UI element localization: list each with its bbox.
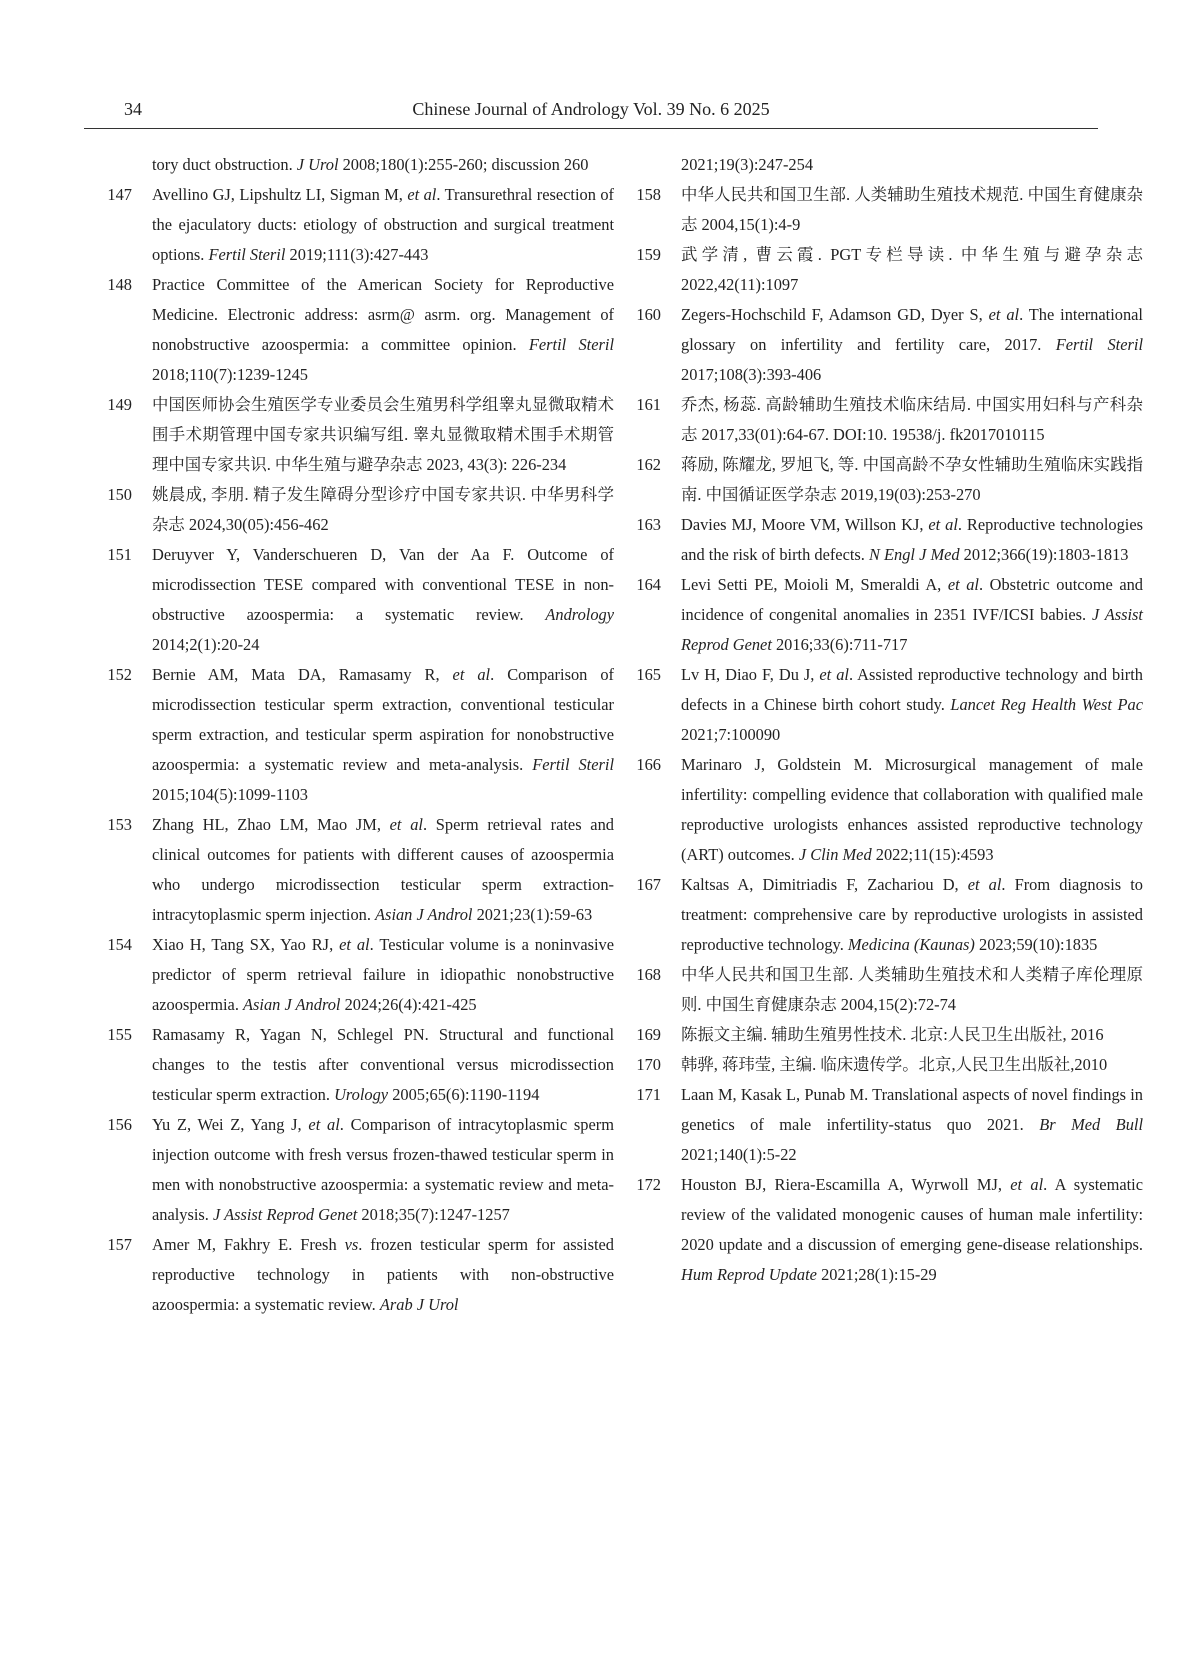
reference-number: 149 <box>107 395 132 414</box>
reference-text-segment: 2018;35(7):1247-1257 <box>357 1205 510 1224</box>
reference-text <box>681 240 1143 300</box>
reference-number: 150 <box>107 485 132 504</box>
reference-text <box>152 810 614 930</box>
reference-italic-text: Fertil Steril <box>1055 335 1143 354</box>
reference-item <box>84 270 614 390</box>
reference-number: 153 <box>107 815 132 834</box>
reference-text-segment: Yu Z, Wei Z, Yang J, <box>152 1115 309 1134</box>
reference-text-segment: 韩骅, 蒋玮莹, 主编. 临床遗传学。北京,人民卫生出版社,2010 <box>681 1055 1108 1074</box>
reference-text <box>681 450 1143 510</box>
reference-item <box>613 570 1143 660</box>
reference-text-segment: 中华人民共和国卫生部. 人类辅助生殖技术规范. 中国生育健康杂志 2004,15(1):4-9 <box>681 185 1143 234</box>
reference-text-segment: 2022;11(15):4593 <box>871 845 994 864</box>
reference-number: 165 <box>636 665 661 684</box>
reference-text <box>681 1020 1143 1050</box>
reference-number: 161 <box>636 395 661 414</box>
reference-text-segment: 2012;366(19):1803-1813 <box>959 545 1129 564</box>
reference-italic-text: vs <box>344 1235 359 1254</box>
reference-italic-text: et al <box>988 305 1020 324</box>
reference-text-segment: Practice Committee of the American Society for Reproductive Medicine. Electronic address: asrm@ asrm. org. Management of nonobstructive azoospermia: a committee opinion. <box>152 275 614 354</box>
reference-text-segment: 武学清, 曹云霞. PGT专栏导读. 中华生殖与避孕杂志 2022,42(11):1097 <box>681 245 1143 294</box>
reference-number: 158 <box>636 185 661 204</box>
reference-text <box>681 1080 1143 1170</box>
reference-text-segment: . Testicular volume is a noninvasive predictor of sperm retrieval failure in idiopathic nonobstructive azoospermia. <box>152 935 614 1014</box>
reference-item <box>84 1020 614 1110</box>
reference-text-segment: tory duct obstruction. <box>152 155 297 174</box>
reference-text-segment: 2016;33(6):711-717 <box>771 635 908 654</box>
reference-italic-text: J Clin Med <box>798 845 872 864</box>
reference-italic-text: et al <box>947 575 979 594</box>
reference-italic-text: Arab J Urol <box>379 1295 459 1314</box>
reference-text-segment: 2019;111(3):427-443 <box>285 245 429 264</box>
reference-number: 166 <box>636 755 661 774</box>
reference-item <box>613 390 1143 450</box>
reference-italic-text: J Assist Reprod Genet <box>213 1205 358 1224</box>
reference-text-segment: Xiao H, Tang SX, Yao RJ, <box>152 935 340 954</box>
reference-text-segment: 2008;180(1):255-260; discussion 260 <box>338 155 589 174</box>
reference-italic-text: Urology <box>334 1085 389 1104</box>
reference-item <box>84 390 614 480</box>
reference-text-segment: 2023;59(10):1835 <box>974 935 1098 954</box>
reference-number: 171 <box>636 1085 661 1104</box>
reference-number: 167 <box>636 875 661 894</box>
reference-italic-text: Fertil Steril <box>532 755 615 774</box>
reference-italic-text: Br Med Bull <box>1039 1115 1143 1134</box>
reference-text-segment: 陈振文主编. 辅助生殖男性技术. 北京:人民卫生出版社, 2016 <box>681 1025 1104 1044</box>
reference-text-segment: Ramasamy R, Yagan N, Schlegel PN. Structural and functional changes to the testis after conventional versus microdissection testicular sperm extraction. <box>152 1025 614 1104</box>
reference-text <box>681 510 1143 570</box>
reference-column-right <box>613 150 1143 1290</box>
reference-italic-text: et al <box>928 515 958 534</box>
reference-text-segment: Davies MJ, Moore VM, Willson KJ, <box>681 515 929 534</box>
reference-text-segment: Zhang HL, Zhao LM, Mao JM, <box>152 815 390 834</box>
reference-item <box>84 540 614 660</box>
reference-italic-text: et al <box>389 815 423 834</box>
reference-italic-text: et al <box>967 875 1002 894</box>
reference-text-segment: Zegers-Hochschild F, Adamson GD, Dyer S, <box>681 305 989 324</box>
reference-text-segment: . A systematic review of the validated monogenic causes of human male infertility: 2020 update and a discussion of emerging gene-disease relationships. <box>681 1175 1143 1254</box>
reference-item <box>613 750 1143 870</box>
reference-text <box>152 150 614 180</box>
reference-italic-text: Andrology <box>545 605 614 624</box>
reference-text-segment: Marinaro J, Goldstein M. Microsurgical management of male infertility: compelling evidence that collaboration with qualified male reproductive urologists enhances assisted reproductive technology (ART) outcomes. <box>681 755 1143 864</box>
reference-item <box>613 660 1143 750</box>
reference-text-segment: Levi Setti PE, Moioli M, Smeraldi A, <box>681 575 948 594</box>
reference-text <box>152 480 614 540</box>
reference-item <box>613 450 1143 510</box>
reference-text-segment: 乔杰, 杨蕊. 高龄辅助生殖技术临床结局. 中国实用妇科与产科杂志 2017,33(01):64-67. DOI:10. 19538/j. fk2017010115 <box>681 395 1143 444</box>
reference-text <box>681 300 1143 390</box>
reference-text-segment: . frozen testicular sperm for assisted reproductive technology in patients with non-obstructive azoospermia: a systematic review. <box>152 1235 614 1314</box>
reference-italic-text: Asian J Androl <box>243 995 341 1014</box>
reference-number: 152 <box>107 665 132 684</box>
reference-item <box>613 1050 1143 1080</box>
reference-text-segment: 2024;26(4):421-425 <box>340 995 477 1014</box>
reference-text-segment: 2021;23(1):59-63 <box>472 905 593 924</box>
reference-text <box>152 390 614 480</box>
reference-text-segment: 2005;65(6):1190-1194 <box>388 1085 540 1104</box>
reference-item <box>84 1110 614 1230</box>
reference-item <box>613 240 1143 300</box>
reference-text-segment: Kaltsas A, Dimitriadis F, Zachariou D, <box>681 875 968 894</box>
reference-item <box>613 1020 1143 1050</box>
reference-item <box>613 960 1143 1020</box>
reference-item <box>613 300 1143 390</box>
reference-text <box>152 270 614 390</box>
reference-item <box>613 870 1143 960</box>
reference-text <box>681 870 1143 960</box>
reference-text-segment: Deruyver Y, Vanderschueren D, Van der Aa F. Outcome of microdissection TESE compared with conventional TESE in non-obstructive azoospermia: a systematic review. <box>152 545 614 624</box>
reference-text-segment: . Comparison of intracytoplasmic sperm injection outcome with fresh versus frozen-thawed testicular sperm in men with nonobstructive azoospermia: a systematic review and meta-analysis. <box>152 1115 614 1224</box>
reference-italic-text: et al <box>339 935 370 954</box>
reference-text-segment: 2021;19(3):247-254 <box>681 155 814 174</box>
reference-italic-text: et al <box>407 185 437 204</box>
reference-text-segment: 中华人民共和国卫生部. 人类辅助生殖技术和人类精子库伦理原则. 中国生育健康杂志 2004,15(2):72-74 <box>681 965 1143 1014</box>
reference-number: 163 <box>636 515 661 534</box>
reference-item <box>613 150 1143 180</box>
reference-number: 154 <box>107 935 132 954</box>
reference-text <box>681 750 1143 870</box>
reference-column-left <box>84 150 614 1320</box>
page-header <box>84 99 1098 129</box>
reference-text-segment: . From diagnosis to treatment: comprehensive care by reproductive urologists in assisted reproductive technology. <box>681 875 1143 954</box>
reference-item <box>84 150 614 180</box>
reference-text-segment: Houston BJ, Riera-Escamilla A, Wyrwoll MJ, <box>681 1175 1011 1194</box>
reference-text <box>681 960 1143 1020</box>
reference-text-segment: Amer M, Fakhry E. Fresh <box>152 1235 345 1254</box>
reference-italic-text: Asian J Androl <box>375 905 473 924</box>
reference-text-segment: Lv H, Diao F, Du J, <box>681 665 820 684</box>
reference-text <box>152 540 614 660</box>
reference-text-segment: . Reproductive technologies and the risk of birth defects. <box>681 515 1143 564</box>
reference-number: 169 <box>636 1025 661 1044</box>
journal-title: Chinese Journal of Andrology Vol. 39 No. 6 2025 <box>412 99 770 119</box>
reference-item <box>84 930 614 1020</box>
reference-text <box>681 390 1143 450</box>
reference-italic-text: et al <box>308 1115 340 1134</box>
reference-text <box>681 1050 1143 1080</box>
reference-text <box>152 660 614 810</box>
reference-text <box>681 1170 1143 1290</box>
reference-text-segment: . Obstetric outcome and incidence of congenital anomalies in 2351 IVF/ICSI babies. <box>681 575 1143 624</box>
reference-text-segment: 2021;140(1):5-22 <box>681 1145 797 1164</box>
reference-number: 160 <box>636 305 661 324</box>
reference-text-segment: 蒋励, 陈耀龙, 罗旭飞, 等. 中国高龄不孕女性辅助生殖临床实践指南. 中国循证医学杂志 2019,19(03):253-270 <box>681 455 1143 504</box>
reference-italic-text: et al <box>452 665 491 684</box>
reference-number: 172 <box>636 1175 661 1194</box>
reference-text <box>152 930 614 1020</box>
reference-text-segment: Bernie AM, Mata DA, Ramasamy R, <box>152 665 453 684</box>
reference-number: 159 <box>636 245 661 264</box>
reference-text-segment: Avellino GJ, Lipshultz LI, Sigman M, <box>152 185 408 204</box>
reference-italic-text: Medicina (Kaunas) <box>847 935 975 954</box>
page-number: 34 <box>124 99 142 119</box>
reference-italic-text: et al <box>819 665 849 684</box>
reference-text-segment: 姚晨成, 李朋. 精子发生障碍分型诊疗中国专家共识. 中华男科学杂志 2024,30(05):456-462 <box>152 485 614 534</box>
reference-number: 157 <box>107 1235 132 1254</box>
reference-item <box>613 1170 1143 1290</box>
reference-italic-text: Fertil Steril <box>528 335 615 354</box>
reference-item <box>84 660 614 810</box>
reference-italic-text: Hum Reprod Update <box>681 1265 817 1284</box>
reference-item <box>613 1080 1143 1170</box>
reference-text-segment: . Transurethral resection of the ejaculatory ducts: etiology of obstruction and surgical treatment options. <box>152 185 614 264</box>
reference-item <box>613 180 1143 240</box>
reference-number: 170 <box>636 1055 661 1074</box>
reference-text-segment: 2021;28(1):15-29 <box>816 1265 937 1284</box>
reference-item <box>84 480 614 540</box>
reference-number: 156 <box>107 1115 132 1134</box>
reference-text <box>681 180 1143 240</box>
reference-text-segment: 2014;2(1):20-24 <box>152 635 260 654</box>
reference-text-segment: 中国医师协会生殖医学专业委员会生殖男科学组睾丸显微取精术围手术期管理中国专家共识编写组. 睾丸显微取精术围手术期管理中国专家共识. 中华生殖与避孕杂志 2023, 43(3): 226-234 <box>152 395 614 474</box>
reference-italic-text: Fertil Steril <box>208 245 286 264</box>
reference-text <box>152 1110 614 1230</box>
reference-item <box>613 510 1143 570</box>
reference-text <box>152 180 614 270</box>
reference-text-segment: 2018;110(7):1239-1245 <box>152 365 308 384</box>
reference-text <box>681 150 1143 180</box>
reference-item <box>84 1230 614 1320</box>
reference-number: 155 <box>107 1025 132 1044</box>
reference-italic-text: N Engl J Med <box>868 545 960 564</box>
reference-number: 148 <box>107 275 132 294</box>
reference-text <box>152 1020 614 1110</box>
reference-item <box>84 180 614 270</box>
reference-italic-text: J Assist Reprod Genet <box>681 605 1143 654</box>
reference-number: 151 <box>107 545 132 564</box>
reference-text <box>152 1230 614 1320</box>
reference-text <box>681 570 1143 660</box>
reference-number: 147 <box>107 185 132 204</box>
reference-text-segment: 2021;7:100090 <box>681 725 781 744</box>
reference-number: 164 <box>636 575 661 594</box>
reference-number: 162 <box>636 455 661 474</box>
reference-text-segment: . Comparison of microdissection testicular sperm extraction, conventional testicular sperm extraction, and testicular sperm aspiration for nonobstructive azoospermia: a systematic review and meta-analysis. <box>152 665 614 774</box>
header-rule <box>84 128 1098 129</box>
reference-item <box>84 810 614 930</box>
reference-italic-text: Lancet Reg Health West Pac <box>950 695 1143 714</box>
reference-text-segment: 2017;108(3):393-406 <box>681 365 822 384</box>
reference-text <box>681 660 1143 750</box>
reference-text-segment: 2015;104(5):1099-1103 <box>152 785 308 804</box>
reference-italic-text: et al <box>1010 1175 1044 1194</box>
reference-italic-text: J Urol <box>296 155 339 174</box>
reference-number: 168 <box>636 965 661 984</box>
reference-text-segment: . Sperm retrieval rates and clinical outcomes for patients with different causes of azoospermia who undergo microdissection testicular sperm extraction-intracytoplasmic sperm injection. <box>152 815 614 924</box>
reference-text-segment: Laan M, Kasak L, Punab M. Translational aspects of novel findings in genetics of male infertility-status quo 2021. <box>681 1085 1143 1134</box>
reference-text-segment: . Assisted reproductive technology and birth defects in a Chinese birth cohort study. <box>681 665 1143 714</box>
reference-text-segment: . The international glossary on infertility and fertility care, 2017. <box>681 305 1143 354</box>
